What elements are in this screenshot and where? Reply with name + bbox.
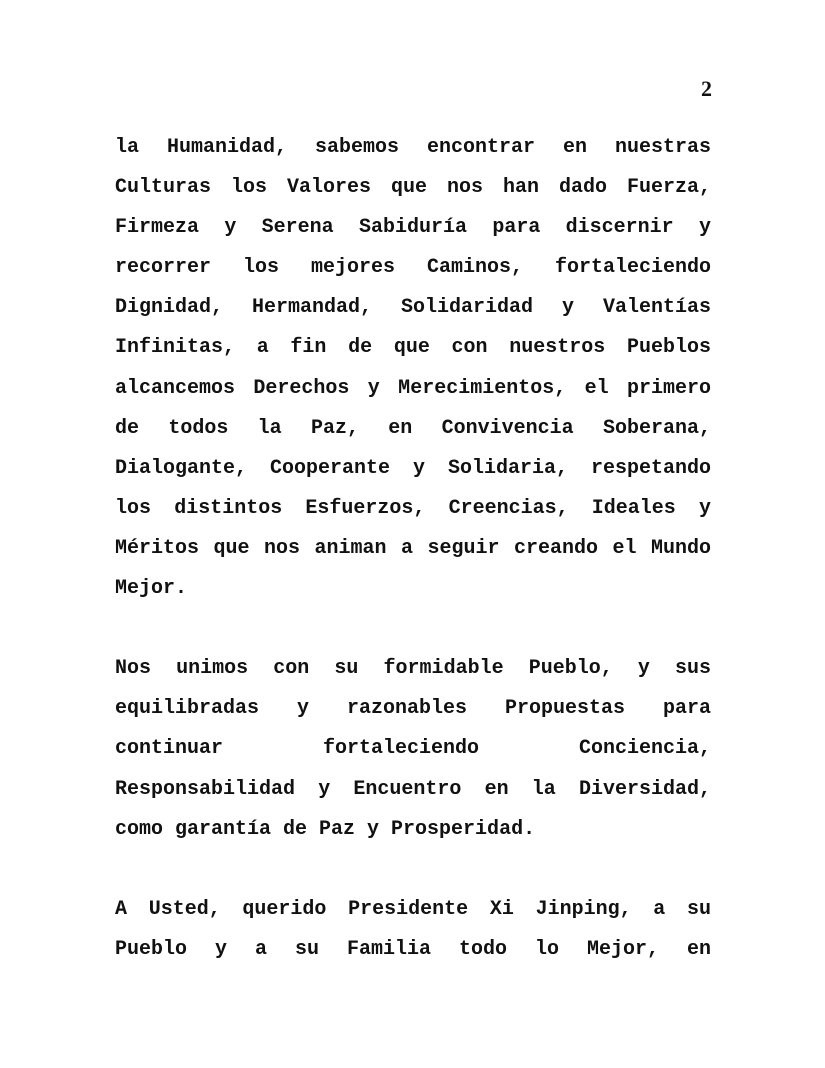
paragraph-3: A Usted, querido Presidente Xi Jinping, a su Pueblo y a su Familia todo lo Mejor, en bbox=[115, 897, 711, 961]
paragraph-1: la Humanidad, sabemos encontrar en nuestras Culturas los Valores que nos han dado Fuerza, Firmeza y Serena Sabiduría para discernir y recorrer los mejores Caminos, fortaleciendo Dignidad, Hermandad, Solidaridad y Valentías Infinitas, a fin de que con nuestros Pueblos alcancemos Derechos y Merecimientos, el primero de todos la Paz, en Convivencia Soberana, Dialogante, Cooperante y Solidaria, respetando los distintos Esfuerzos, Creencias, Ideales y Méritos que nos animan a seguir creando el Mundo Mejor. bbox=[115, 136, 711, 601]
letter-body bbox=[115, 128, 711, 970]
page-number: 2 bbox=[701, 76, 712, 101]
paragraph-2: Nos unimos con su formidable Pueblo, y sus equilibradas y razonables Propuestas para continuar fortaleciendo Conciencia, Responsabilidad y Encuentro en la Diversidad, como garantía de Paz y Prosperidad. bbox=[115, 657, 711, 841]
